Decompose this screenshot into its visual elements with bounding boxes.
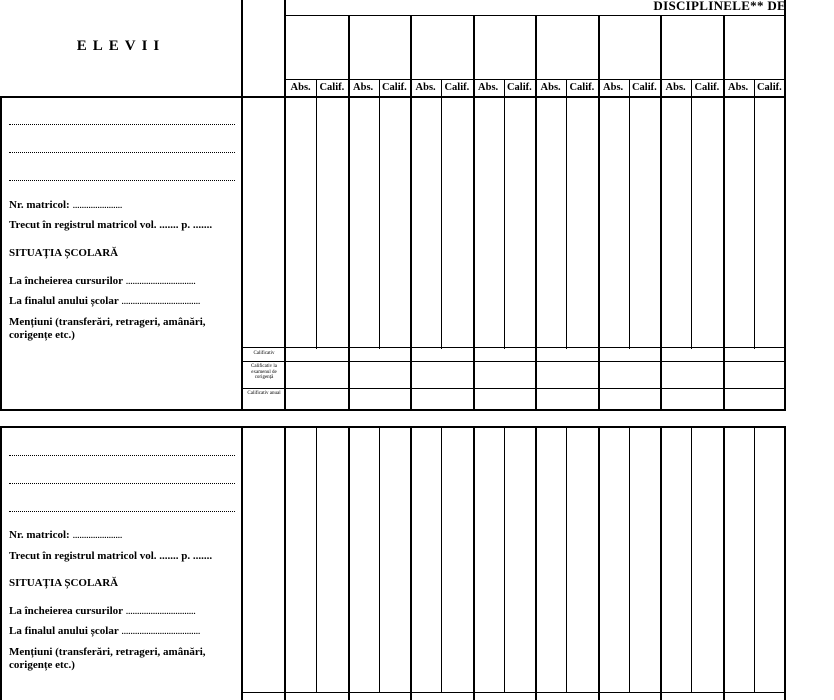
abs-calif-separator	[441, 79, 442, 349]
block1-bottom	[0, 409, 786, 411]
col-calif-header: Calif.	[381, 82, 407, 93]
abs-calif-separator	[754, 426, 755, 692]
discipline-separator	[348, 426, 350, 700]
col-calif-header: Calif.	[506, 82, 532, 93]
discipline-separator	[473, 15, 475, 411]
nr-matricol-label-b: Nr. matricol: ......................	[9, 529, 122, 541]
disciplines-title: DISCIPLINELE** DE	[653, 0, 786, 13]
discipline-separator	[660, 426, 662, 700]
block2-border-right	[784, 426, 786, 700]
col-abs-header: Abs.	[290, 82, 311, 93]
abs-calif-separator	[754, 79, 755, 349]
name-line-1	[9, 124, 235, 125]
abs-calif-separator	[629, 79, 630, 349]
header-line-bottom	[0, 96, 786, 98]
row-line-examen	[243, 361, 785, 362]
col-calif-header: Calif.	[569, 82, 595, 93]
col-calif-header: Calif.	[319, 82, 345, 93]
block2-divider-mid	[284, 426, 286, 700]
mentiuni-label: Mențiuni (transferări, retrageri, amânări, corigențe etc.)	[9, 316, 206, 341]
discipline-separator	[535, 15, 537, 411]
incheierea-label-b: La încheierea cursurilor ...............................	[9, 605, 196, 617]
col-abs-header: Abs.	[353, 82, 374, 93]
discipline-separator	[723, 15, 725, 411]
col-calif-header: Calif.	[444, 82, 470, 93]
incheierea-label: La încheierea cursurilor ...............................	[9, 275, 196, 287]
abs-calif-separator	[504, 426, 505, 692]
elevi-title: ELEVII	[76, 38, 166, 54]
block1-border-right	[784, 97, 786, 411]
finalul-label-b: La finalul anului școlar ...................................	[9, 625, 201, 637]
block2-top	[0, 426, 786, 428]
block2-border-left	[0, 426, 2, 700]
abs-calif-separator	[691, 79, 692, 349]
discipline-separator	[598, 426, 600, 700]
block2-divider	[241, 426, 243, 700]
trecut-label-b: Trecut în registrul matricol vol. ....... p. .......	[9, 550, 213, 562]
discipline-separator	[473, 426, 475, 700]
col-abs-header: Abs.	[540, 82, 561, 93]
abs-calif-separator	[629, 426, 630, 692]
row-label-anual: Calificativ anual	[247, 391, 281, 396]
col-abs-header: Abs.	[728, 82, 749, 93]
name-line-2	[9, 152, 235, 153]
row-line-anual	[243, 388, 785, 389]
col-abs-header: Abs.	[478, 82, 499, 93]
row-label-calificativ: Calificativ	[253, 351, 275, 356]
discipline-separator	[535, 426, 537, 700]
mentiuni-label-b: Mențiuni (transferări, retrageri, amânări, corigențe etc.)	[9, 646, 206, 671]
abs-calif-separator	[566, 79, 567, 349]
abs-calif-separator	[379, 426, 380, 692]
abs-calif-separator	[316, 79, 317, 349]
row-line-calificativ	[243, 347, 785, 348]
abs-calif-separator	[379, 79, 380, 349]
discipline-separator	[410, 426, 412, 700]
finalul-label: La finalul anului școlar ...................................	[9, 295, 201, 307]
col-abs-header: Abs.	[665, 82, 686, 93]
name-line-3b	[9, 511, 235, 512]
col-calif-header: Calif.	[756, 82, 782, 93]
name-line-3	[9, 180, 235, 181]
situatia-heading: SITUAȚIA ȘCOLARĂ	[9, 247, 119, 259]
col-calif-header: Calif.	[694, 82, 720, 93]
discipline-separator	[410, 15, 412, 411]
row-label-examen: Calificativ la examenul de corigență	[251, 364, 277, 380]
discipline-separator	[660, 15, 662, 411]
name-line-2b	[9, 483, 235, 484]
col-calif-header: Calif.	[631, 82, 657, 93]
abs-calif-separator	[566, 426, 567, 692]
discipline-separator	[598, 15, 600, 411]
situatia-heading-b: SITUAȚIA ȘCOLARĂ	[9, 577, 119, 589]
discipline-separator	[348, 15, 350, 411]
nr-matricol-label: Nr. matricol: ......................	[9, 199, 122, 211]
block1-border-left	[0, 97, 2, 411]
header-divider-left	[241, 0, 243, 98]
block2-row-line	[243, 692, 785, 693]
abs-calif-separator	[691, 426, 692, 692]
discipline-separator	[723, 426, 725, 700]
col-abs-header: Abs.	[415, 82, 436, 93]
trecut-label: Trecut în registrul matricol vol. ....... p. .......	[9, 219, 213, 231]
abs-calif-separator	[504, 79, 505, 349]
abs-calif-separator	[316, 426, 317, 692]
abs-calif-separator	[441, 426, 442, 692]
name-line-1b	[9, 455, 235, 456]
col-abs-header: Abs.	[603, 82, 624, 93]
